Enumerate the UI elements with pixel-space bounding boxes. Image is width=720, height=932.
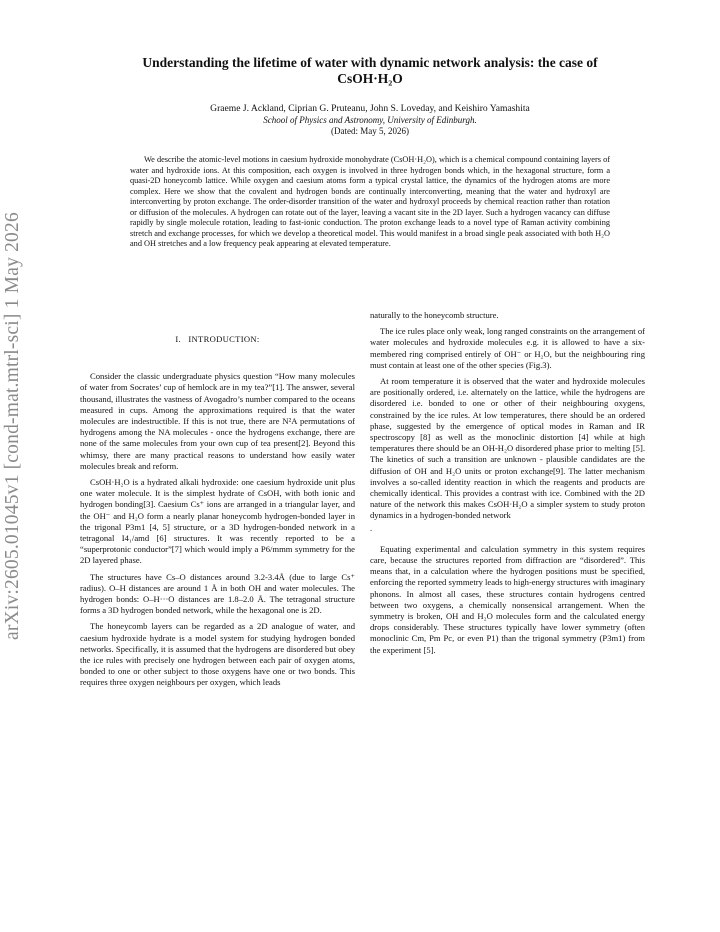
paper-title bbox=[70, 55, 670, 87]
dated-line: (Dated: May 5, 2026) bbox=[331, 126, 409, 136]
title-line-1: Understanding the lifetime of water with dynamic network analysis: the case of bbox=[142, 55, 598, 70]
paragraph: Equating experimental and calculation symmetry in this system requires care, because the structures reported from diffraction are “disordered”. This means that, in a calculation where the hydrogen positions must be specified, enforcing the reported symmetry leads to high-energy structures with imaginary phonons. In almost all cases, these structures contain hydrogens centred between two oxygens, a chemically nonsensical arrangement. When the symmetry is broken, OH and H₂O molecules form and the calculated energy drops considerably. These structures typically have lower symmetry (often monoclinic Cm, Pm Pc, or even P1) than the trigonal symmetry (P3m1) from the experiment [5]. bbox=[370, 543, 645, 655]
abstract: We describe the atomic-level motions in caesium hydroxide monohydrate (CsOH·H₂O), which is a chemical compound containing layers of water and hydroxide ions. At this composition, each oxygen is involved in three hydrogen bonds which, in the hexagonal structure, form a quasi-2D honeycomb lattice. While oxygen and caesium atoms form a typical crystal lattice, the dynamics of the hydrogen atoms are more complex. Here we show that the covalent and hydrogen bonds are continually interconverting, meaning that the water and hydroxyl are interconverting by proton exchange. The order-disorder transition of the water and hydroxyl proceeds by chemical reaction rather than rotation or diffusion of the molecules. A hydrogen can rotate out of the layer, leaving a vacant site in the 2D layer. Such a hydrogen vacancy can diffuse rapidly by single molecule rotation, leading to fast-ionic conduction. The proton exchange leads to a novel type of Raman activity combining stretch and exchange processes, for which we develop a theoretical model. This would manifest in a broad single peak associated with both H₂O and OH stretches and a low frequency peak appearing at elevated temperature. bbox=[130, 155, 610, 248]
title-line-2: CsOH·H₂O bbox=[337, 71, 403, 86]
author-list: Graeme J. Ackland, Ciprian G. Pruteanu, John S. Loveday, and Keishiro Yamashita bbox=[210, 103, 530, 114]
right-column bbox=[370, 310, 645, 661]
paragraph: The structures have Cs–O distances around 3.2-3.4Å (due to large Cs⁺ radius). O–H distances are around 1 Å in both OH and water molecules. The hydrogen bonds: O–H···O distances are 1.8–2.0 Å. The tetragonal structure forms a 3D hydrogen bonded network, while the hexagonal one is 2D. bbox=[80, 571, 355, 616]
section-number: I. bbox=[175, 334, 182, 344]
left-column bbox=[80, 312, 355, 694]
paragraph-end-mark: . bbox=[370, 522, 373, 533]
paragraph: naturally to the honeycomb structure. bbox=[370, 310, 499, 320]
paragraph: CsOH·H₂O is a hydrated alkali hydroxide: one caesium hydroxide unit plus one water molecule. It is the simplest hydrate of CsOH, with both ionic and hydrogen bonding[3]. Caesium Cs⁺ ions are arranged in a triangular layer, and the OH⁻ and H₂O form a nearly planar honeycomb hydrogen-bonded layer in the trigonal P3m1 [4, 5] structure, or a 3D hydrogen-bonded network in a tetragonal I4₁/amd [6] structures. It was recently reported to be a “superprotonic conductor”[7] which would imply a P6/mmm symmetry for the 2D layered phase. bbox=[80, 477, 355, 566]
paragraph: The honeycomb layers can be regarded as a 2D analogue of water, and caesium hydroxide hydrate is a model system for studying hydrogen bonded networks. Specifically, it is assumed that the hydrogens are disordered but obey the ice rules with precisely one hydrogen between each pair of oxygen atoms, bonded to one or other subject to those oxygens have one or two bonds. This requires three oxygen neighbours per oxygen, which leads bbox=[80, 621, 355, 688]
paper-header bbox=[70, 55, 670, 137]
paragraph: Consider the classic undergraduate physics question “How many molecules of water from Socrates’ cup of hemlock are in my tea?”[1]. The answer, several thousand, illustrates the vastness of Avogadro’s number compared to the oceans measured in cups. Among the approximations required is that the water molecules are indestructible. If this is not true, there are N²A permutations of hydrogens among the NA molecules - once the hydrogens exchange, there are none of the same molecules from your own cup of tea present[2]. Beyond this whimsy, there are many practical reasons to understand how easily water molecules break and reform. bbox=[80, 371, 355, 471]
paragraph: At room temperature it is observed that the water and hydroxide molecules are positionally ordered, i.e. alternately on the lattice, while the hydrogens are disordered i.e. bonded to one or other of their neighbouring oxygens, constrained by the ice rules. At low temperatures, there should be an ordered phase, suggested by the emergence of optical modes in Raman and IR spectroscopy [8] as well as the monoclinic distortion [4] while at high temperatures there should be an OH-H₂O disordered phase prior to melting [5]. The kinetics of such a transition are unknown - plausible candidates are the diffusion of OH and H₂O units or proton exchange[9]. The latter mechanism involves a so-called identity reaction in which the reagents and products are chemically identical. This provides a contrast with ice. Combined with the 2D nature of the network this makes CsOH·H₂O a simpler system to study proton dynamics in a hydrogen-bonded network bbox=[370, 376, 645, 521]
affiliation: School of Physics and Astronomy, University of Edinburgh. bbox=[263, 115, 477, 125]
arxiv-identifier: arXiv:2605.01045v1 [cond-mat.mtrl-sci] 1 May 2026 bbox=[2, 212, 23, 640]
section-heading bbox=[80, 334, 355, 345]
section-title: INTRODUCTION: bbox=[188, 334, 260, 344]
paragraph: The ice rules place only weak, long ranged constraints on the arrangement of water molecules and hydroxide molecules e.g. it is allowed to have a six-membered ring comprised entirely of OH⁻ or H₂O, but the neighbouring ring must contain at least one of the other species (Fig.3). bbox=[370, 326, 645, 370]
